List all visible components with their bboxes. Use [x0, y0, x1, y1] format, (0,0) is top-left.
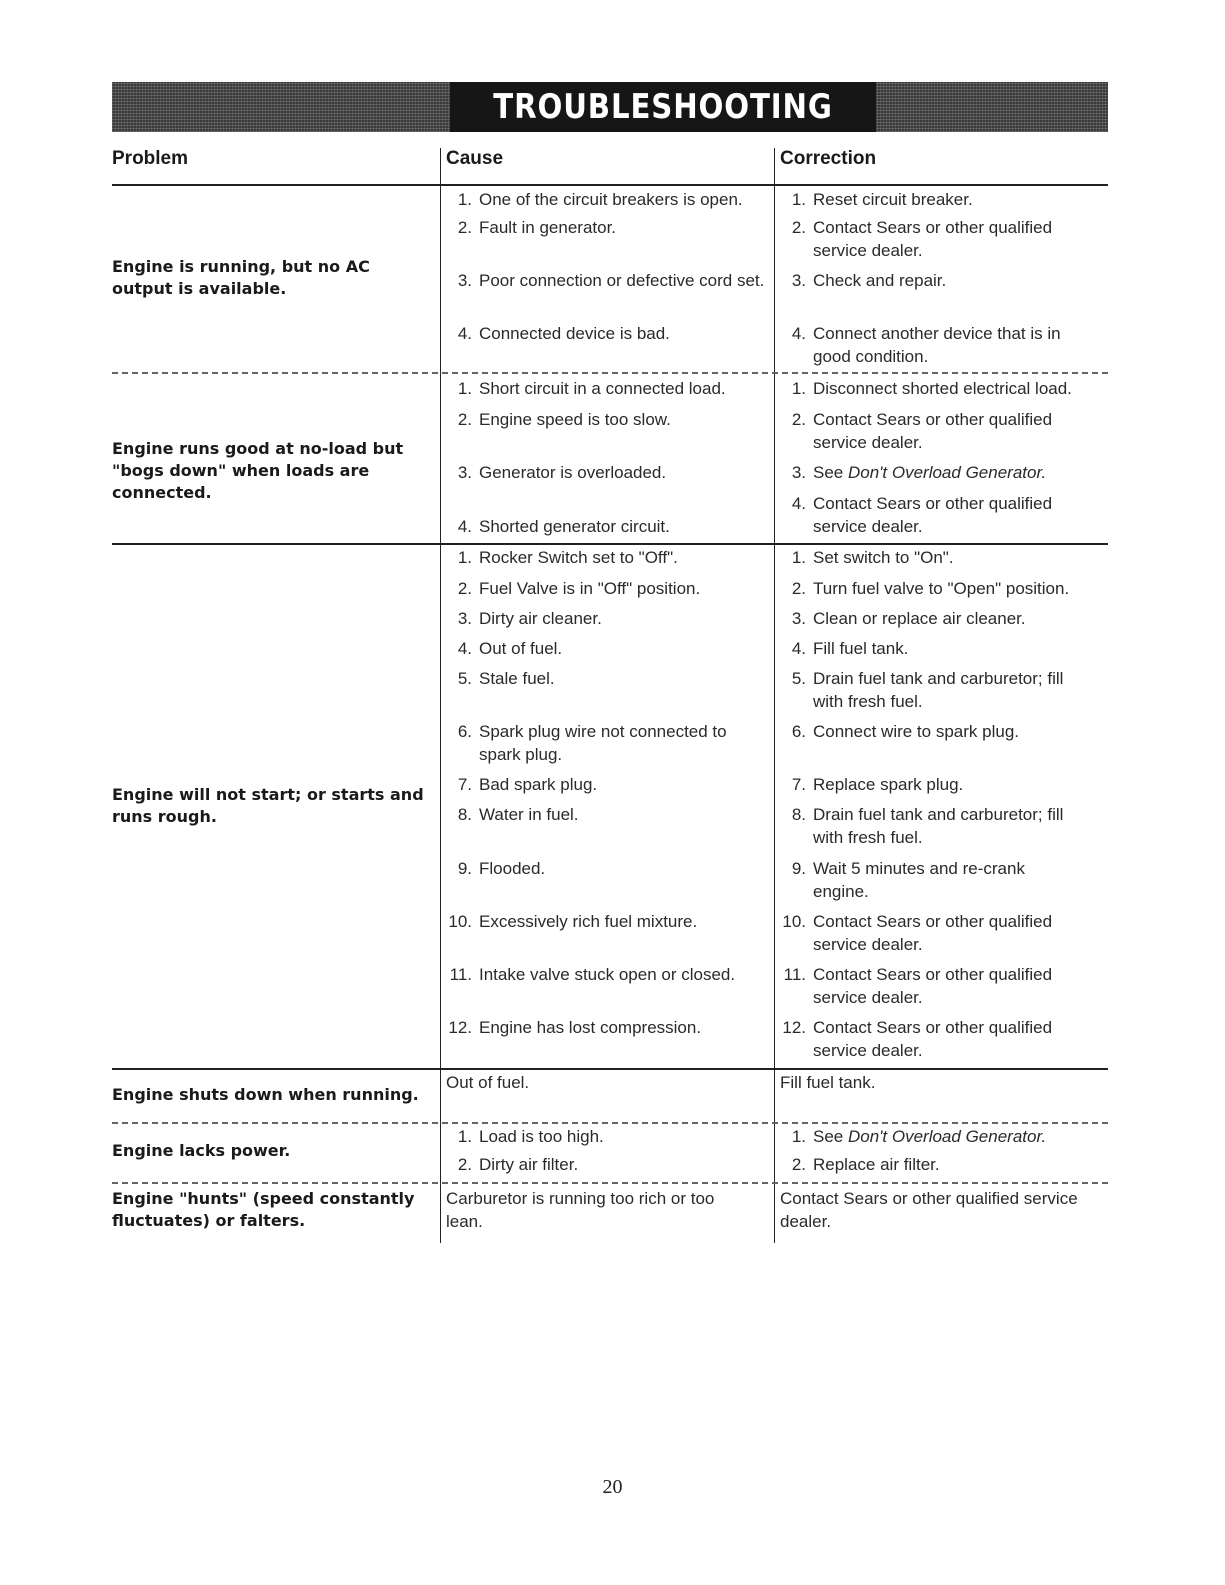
column-divider-cause [440, 148, 441, 1243]
problem-text: Engine shuts down when running. [112, 1085, 419, 1104]
row-divider [112, 543, 1108, 545]
correction-text: Contact Sears or other qualified service dealer. [780, 1189, 1078, 1231]
problem-text: Engine lacks power. [112, 1141, 291, 1160]
page-number: 20 [602, 1476, 623, 1498]
cause-text: Carburetor is running too rich or too lean. [446, 1189, 715, 1231]
page-title: TROUBLESHOOTING [493, 87, 833, 127]
row-divider [112, 372, 1108, 374]
row-divider [112, 1182, 1108, 1184]
correction-text: Fill fuel tank. [780, 1073, 876, 1092]
problem-text: Engine is running, but no AC output is available. [112, 257, 370, 298]
problem-text: Engine runs good at no-load but "bogs down" when loads are connected. [112, 439, 404, 502]
column-divider-correction [774, 148, 775, 1243]
problem-text: Engine will not start; or starts and runs rough. [112, 785, 424, 826]
header-rule [112, 184, 1108, 186]
header-cause: Cause [446, 148, 504, 169]
row-divider [112, 1068, 1108, 1070]
cause-text: Out of fuel. [446, 1073, 530, 1092]
header-problem: Problem [112, 148, 189, 169]
row-divider [112, 1122, 1108, 1124]
title-banner [112, 82, 1108, 132]
problem-text: Engine "hunts" (speed constantly fluctuates) or falters. [112, 1189, 415, 1230]
header-correction: Correction [780, 148, 877, 169]
